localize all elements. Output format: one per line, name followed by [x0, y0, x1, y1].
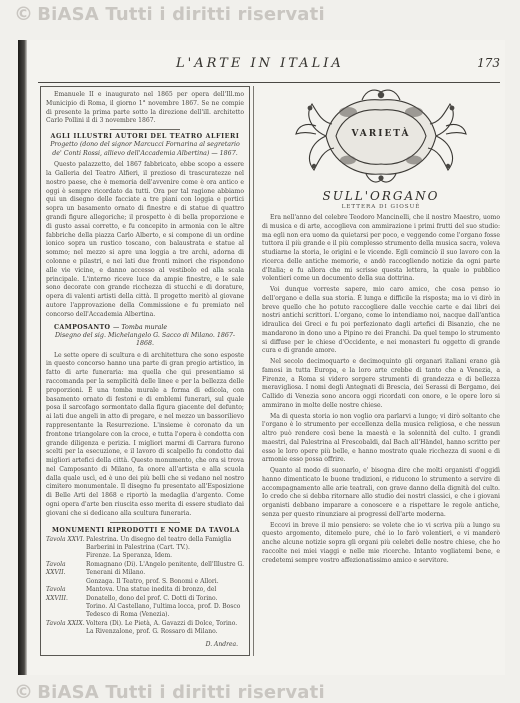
varieta-label: VARIETÀ — [351, 129, 411, 139]
intro-paragraph: Emanuele II e inaugurato nel 1865 per opera dell'Ill.mo Municipio di Roma, il giorno 1° novembre 1867. Se ne compie di presente la prima parte sotto la direzione dell'ill. architetto Carlo Pollini il di 3 novembre 1867. — [46, 91, 244, 125]
page-header — [140, 56, 500, 76]
page-number: 173 — [477, 56, 500, 70]
section-divider — [110, 129, 180, 130]
column-divider — [253, 86, 254, 656]
article-paragraph: Quanto al modo di suonarlo, e' bisogna dire che molti organisti d'oggidì hanno dimenticato le buone tradizioni, e riducono lo strumento a servire di accompagnamento alle arie teatrali, con grave danno della dignità del culto. Io credo che si debba ritornare allo studio dei nostri classici, e che i giovani organisti debbano imparare a conoscere e a rispettare le regole antiche, senza per questo rinunziare ai progressi dell'arte moderna. — [262, 467, 500, 518]
monuments-heading: MONUMENTI RIPRODOTTI E NOME DA TAVOLA — [52, 526, 240, 534]
section-divider — [110, 522, 180, 523]
article-paragraph: Era nell'anno del celebre Teodoro Mancinelli, che il nostro Maestro, uomo di musica e di arte, accoglieva con ammirazione i primi frutti del suo studio: ma egli non era uomo da quietarsi per poco, e veggendo come l'organo fosse tuttora il più grande e il più complesso strumento della musica sacra, voleva studiarne la storia, le origini e le vicende. Egli cominciò il suo lavoro con la ricerca delle antiche memorie, e andò raccogliendo notizie da ogni parte d'Italia; e fu allora che mi scrisse questa lettera, la quale io pubblico volentieri come un documento della sua dottrina. — [262, 214, 500, 283]
article-paragraph: Voi dunque vorreste sapere, mio caro amico, che cosa penso io dell'organo e della sua storia. È lunga e difficile la risposta; ma io vi dirò in breve quello che ho potuto raccogliere dalle vecchie carte e dai libri dei nostri antichi scrittori. L'organo, come lo intendiamo noi, nacque dall'antica idraulica dei Greci e fu poi perfezionato dagli artefici di Bisanzio, che ne mandarono in dono uno a Pipino re dei Franchi. Da quel tempo lo strumento si diffuse per le chiese d'Occidente, e nei monasteri fu oggetto di grande cura e di grande amore. — [262, 286, 500, 355]
monument-entry: Gonzaga. Il Teatro, prof. S. Bonomi e Allori. — [86, 577, 219, 585]
book-page — [18, 40, 505, 675]
monument-entry: Tavola XXIX. Voltera (Di). Le Pietà, A. Gavazzi di Dolce, Torino. La Rivenzalone, prof. G. Rossaro di Milano. — [46, 619, 238, 636]
watermark-top: © BiASA Tutti i diritti riservati — [14, 3, 325, 25]
article-subtitle: LETTERA DI GIOSUÈ — [341, 204, 421, 210]
article-paragraph: Ma di questa storia io non voglio ora parlarvi a lungo; vi dirò soltanto che l'organo è lo strumento per eccellenza della musica religiosa, e che nessun altro può rendere così bene la maestà e la solennità del culto. I grandi maestri, dal Palestrina al Frescobaldi, dal Bach all'Händel, hanno scritto per esso le loro opere più belle, e hanno mostrato quale ricchezza di suoni e di armonie esso possa offrire. — [262, 412, 500, 464]
book-binding — [18, 40, 27, 675]
right-column — [262, 86, 500, 656]
author-signature: D. Andrea. — [205, 640, 238, 648]
article-title: SULL'ORGANO — [322, 189, 440, 203]
section2-subtitle: Disegno del sig. Michelangelo G. Sacco di Milano. 1867-1868. — [55, 331, 235, 348]
watermark-bottom: © BiASA Tutti i diritti riservati — [14, 681, 325, 703]
monument-entry: Tavola XXVI. Palestrina. Un disegno del teatro della Famiglia Barberini in Palestrina (Cart. TV.). — [46, 535, 232, 552]
monument-entry: Firenze. La Speranza, Idem. — [86, 552, 173, 560]
left-column — [40, 86, 250, 656]
monument-entry: Tavola XXVII. Romagnano (Di). L'Angelo penitente, dell'Illustre G. Tenerani di Milano. — [46, 560, 244, 577]
section1-heading: AGLI ILLUSTRI AUTORI DEL TEATRO ALFIERI — [50, 133, 240, 141]
section2-heading: CAMPOSANTO — Tomba murale — [54, 323, 168, 331]
monument-entry: Torino. Al Castellano, l'ultima locca, prof. D. Bosco Tedesco di Roma (Venezia). — [86, 602, 241, 619]
section2-text: Le sette opere di scultura e di architettura che sono esposte in questo concorso hanno una parte di gran pregio artistico, in fatto di arte funeraria: ma quella che qui presentiamo si raccomanda per la semplicità delle linee e per la bellezza delle proporzioni. È una tomba murale a forma di edicola, con basamento ornato di festoni e di emblemi funerari, sul quale posa il sarcofago sormontato dalla figura giacente del defunto; ai lati due angeli in atto di pregare, e nel mezzo un bassorilievo rappresentante la Resurrezione. L'insieme è coronato da un frontone triangolare con la croce, e tutta l'opera è condotta con grande diligenza e perizia. I migliori marmi di Carrara furono scelti per la esecuzione, e il lavoro di scalpello fu condotto dai migliori artefici della città. Questo monumento, che ora si trova nel Camposanto di Milano, fa onore all'artista e alla scuola dalla quale uscì, ed è uno dei più belli che si vedano nel nostro cimitero monumentale. Il disegno fu presentato all'Esposizione di Belle Arti del 1868 e riportò la medaglia d'argento. Come ogni opera d'arte ben riuscita esso merita di essere studiato dai giovani che si dedicano alla scultura funeraria. — [46, 351, 244, 517]
article-paragraph: Eccovi in breve il mio pensiero: se volete che io vi scriva più a lungo su questo argomento, ditemelo pure, ché io lo farò volentieri, e vi manderò anche alcune notizie sopra gli organi più celebri delle nostre chiese, che ho raccolte nei miei viaggi e nelle mie ricerche. Intanto vogliatemi bene, e credetemi sempre vostro affezionatissimo amico e servitore. — [262, 521, 500, 564]
monument-entry: Tavola XXVIII. Mantova. Una statue inedita di bronzo, del Donatello, dono del prof. C. Dotti di Torino. — [46, 586, 218, 602]
article-paragraph: Nel secolo decimoquarto e decimoquinto gli organari italiani erano già famosi in tutta Europa, e la loro arte crebbe di tanto che a Venezia, a Firenze, a Roma si videro sorgere strumenti di grandezza e di bellezza meravigliosa. I nomi degli Antegnati di Brescia, dei Serassi di Bergamo, dei Callido di Venezia sono ancora oggi ricordati con onore, e le opere loro si ammirano in molte delle nostre chiese. — [262, 358, 500, 409]
running-title: L'ARTE IN ITALIA — [176, 56, 344, 71]
header-rule — [38, 82, 500, 83]
section1-subtitle: Progetto (dono del signor Marcucci Fornarina al segretario de' Conti Rossi, allievo dell'Accademia Albertina) — 1867. — [50, 141, 240, 157]
section1-text: Questo palazzetto, del 1867 fabbricato, ebbe scopo a essere la Galleria del Teatro Alfieri, il prezioso di trascuratezze nel nostro paese, che è memoria dell'avvenire come è ora antico e oggi è sempre ricordato da tutti. Ora per tal ragione abbiamo qui un disegno delle facciate a tre piani con loggia e portici sopra un basamento ornato di finestre e di statue di quattro grandi figure allegoriche; il prospetto è di bella proporzione e di gusto assai corretto, e fu concepito in armonia con le altre fabbriche della piazza Carlo Alberto, e si compone di un ordine ionico sopra un rustico toscano, con balaustrata e statue al sommo; nel mezzo si apre una loggia a tre archi, adorna di colonne e pilastri, e nei lati due fronti minori che rispondono alle vie vicine, e danno accesso al vestibolo ed alla scala principale. L'interno riceve luce da ampie finestre, e le sale sono decorate con grande ricchezza di stucchi e di dorature, opera di valenti artisti della città. Il progetto meritò al giovane autore l'approvazione della Commissione e fu premiato nel concorso dell'Accademia Albertina. — [46, 161, 244, 318]
varieta-vignette — [262, 86, 500, 186]
